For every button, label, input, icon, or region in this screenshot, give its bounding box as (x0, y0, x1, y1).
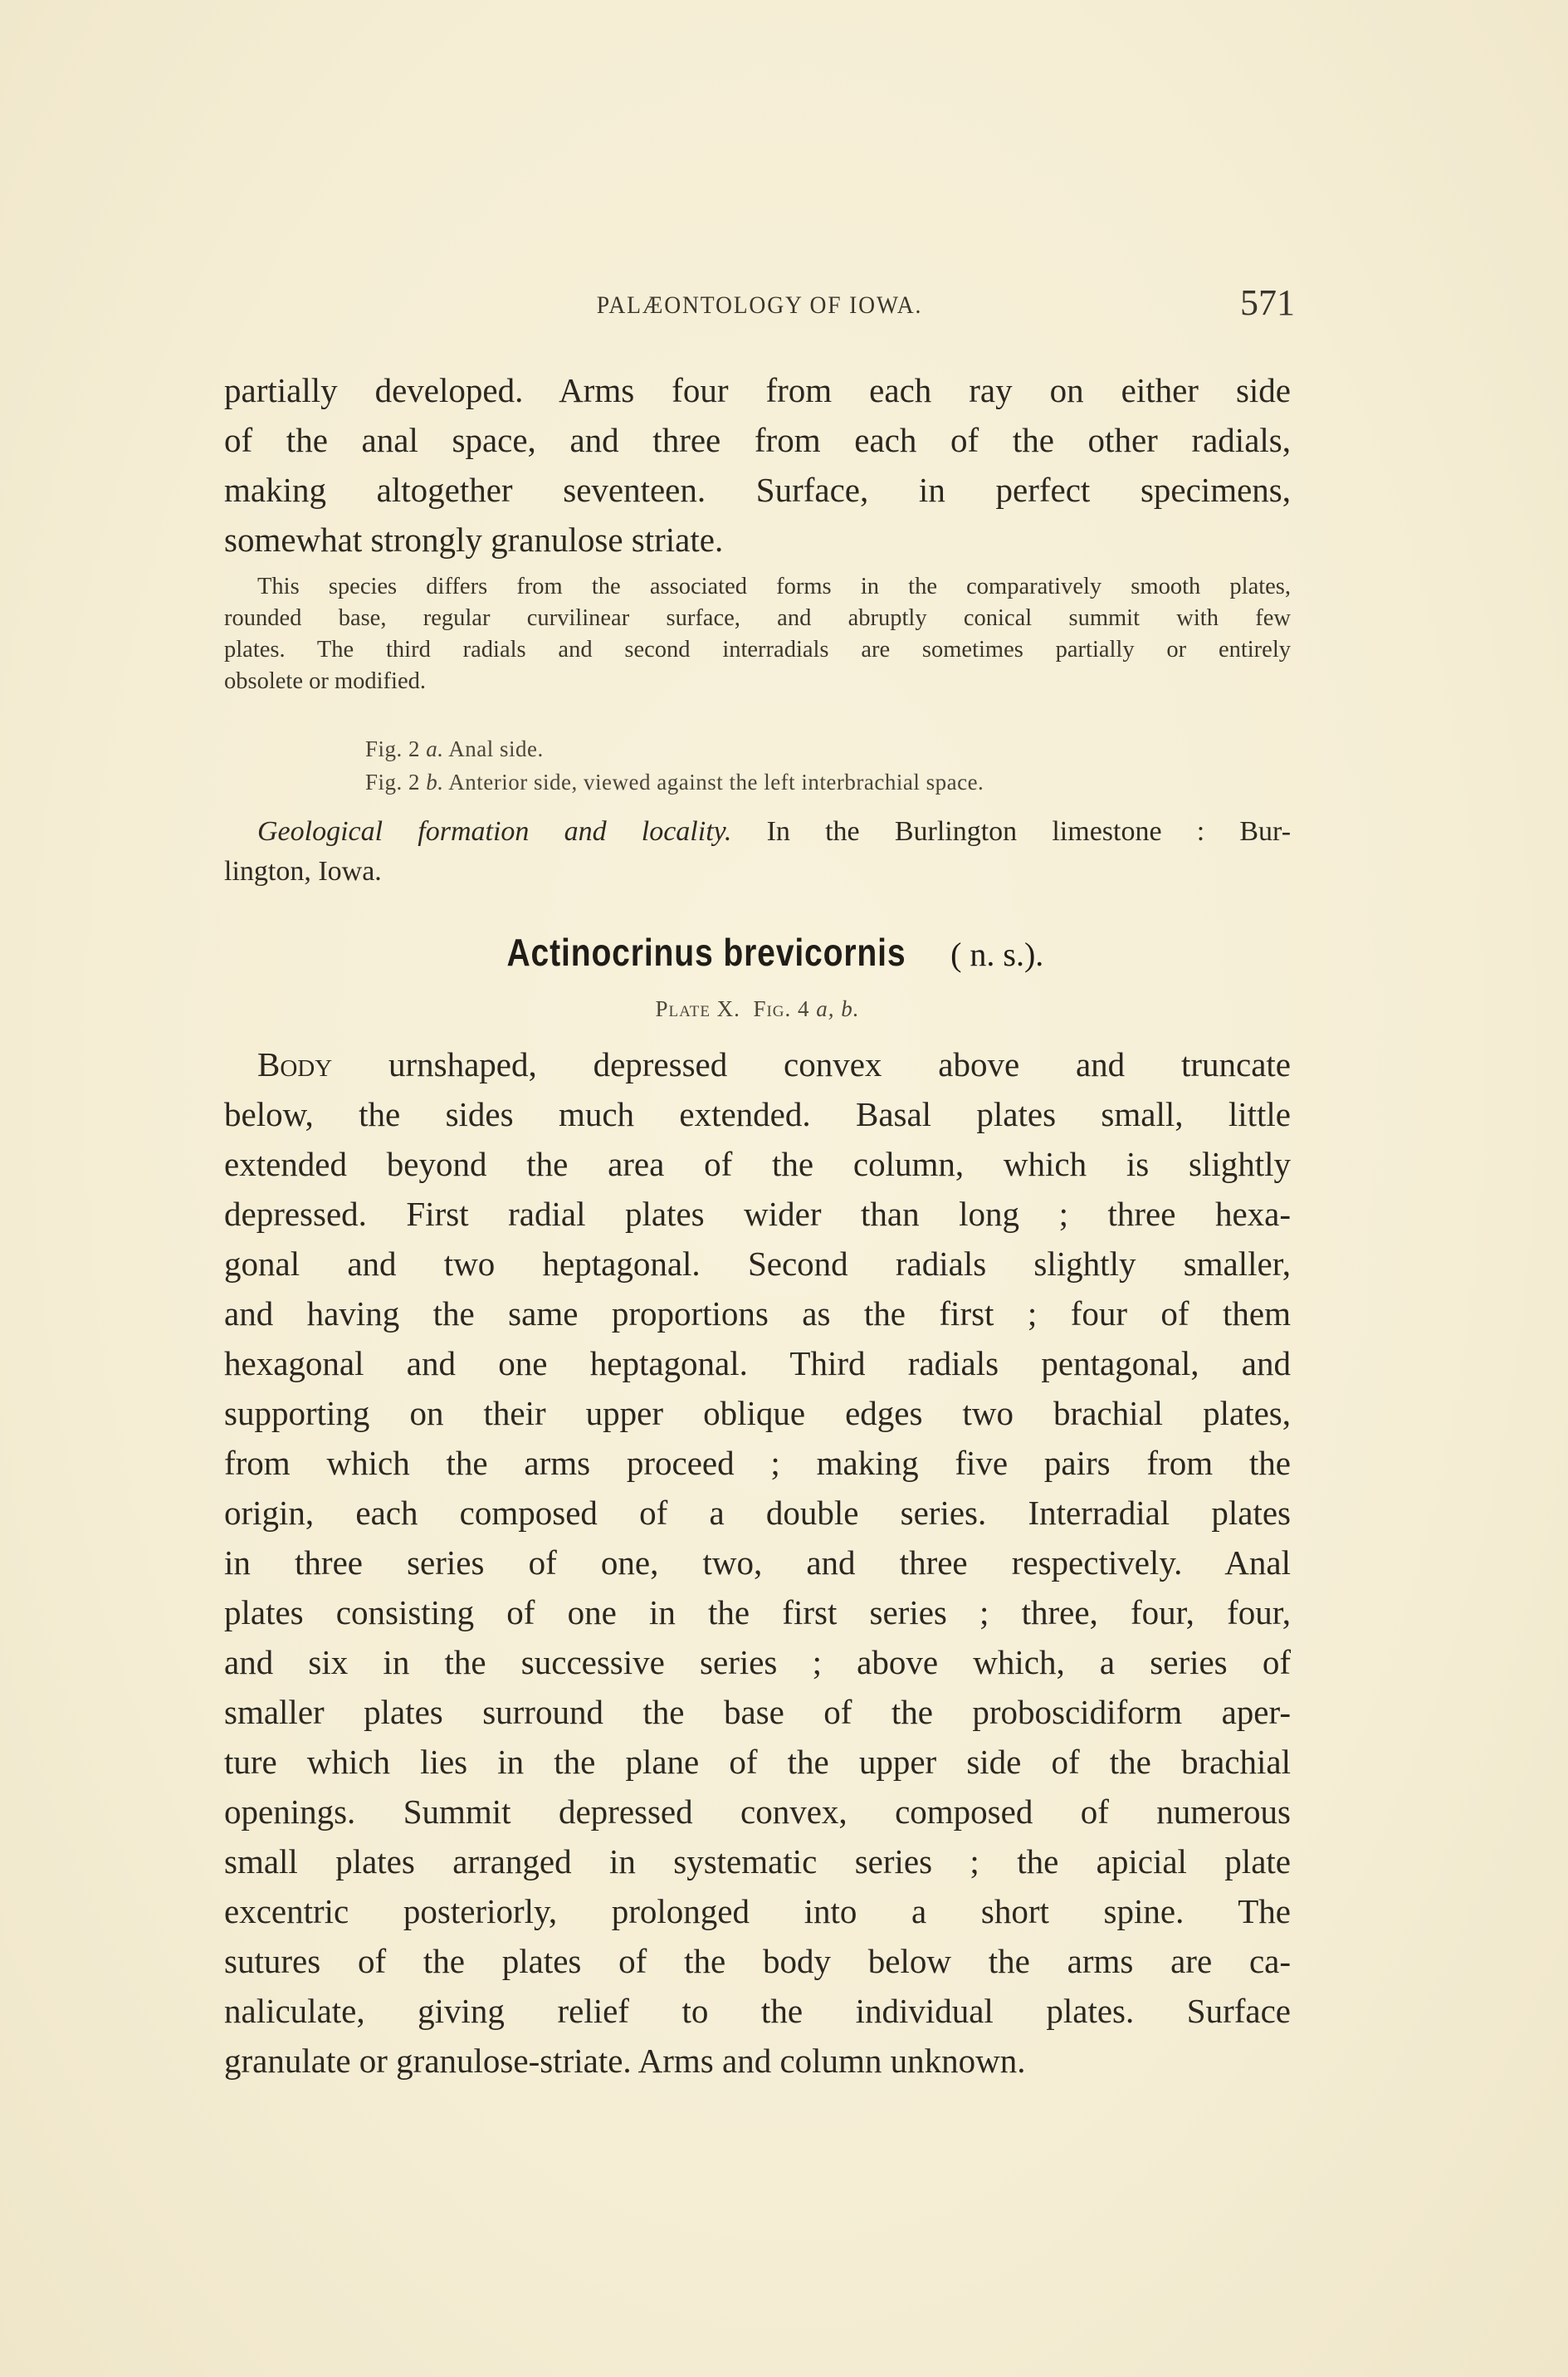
species-tag: ( n. s.). (950, 936, 1044, 973)
text-line: granulate or granulose-striate. Arms and column unknown. (224, 2042, 1026, 2080)
continued-paragraph (224, 365, 1291, 565)
text-line: obsolete or modified. (224, 668, 426, 694)
geological-text: In the Burlington limestone : Bur- (766, 816, 1292, 847)
text-line (224, 1039, 1291, 1089)
figure-text: Anal side. (448, 736, 544, 761)
plate-label: Plate X. (655, 996, 740, 1021)
text-line: hexagonal and one heptagonal. Third radials pentagonal, and (224, 1344, 1291, 1382)
text-line: making altogether seventeen. Surface, in perfect specimens, (224, 471, 1291, 509)
text-line: lington, Iowa. (224, 856, 382, 887)
text-line: sutures of the plates of the body below the arms are ca- (224, 1942, 1291, 1980)
text-line: extended beyond the area of the column, which is slightly (224, 1145, 1291, 1183)
text-line: excentric posteriorly, prolonged into a short spine. The (224, 1892, 1291, 1930)
text-line: This species differs from the associated forms in the comparatively smooth plates, (257, 574, 1291, 599)
text-line: from which the arms proceed ; making five pairs from the (224, 1444, 1291, 1482)
running-title: PALÆONTOLOGY OF IOWA. (596, 291, 923, 319)
geological-label: Geological formation and locality. (257, 816, 732, 847)
text-line: openings. Summit depressed convex, composed of numerous (224, 1793, 1291, 1831)
first-line-text: urnshaped, depressed convex above and truncate (332, 1045, 1291, 1083)
text-line: plates. The third radials and second interradials are sometimes partially or entirely (224, 637, 1291, 663)
text-line: somewhat strongly granulose striate. (224, 521, 724, 559)
figure-letter: a. (426, 736, 444, 761)
species-name: Actinocrinus brevicornis (506, 931, 906, 974)
fig-label: Fig. 4 (753, 996, 810, 1021)
plate-reference (224, 996, 1291, 1022)
text-line: and six in the successive series ; above which, a series of (224, 1643, 1291, 1681)
figure-caption (224, 732, 1291, 765)
text-line: plates consisting of one in the first series ; three, four, four, (224, 1593, 1291, 1631)
text-line (224, 812, 1291, 852)
geological-note (224, 812, 1291, 892)
figure-text: Anterior side, viewed against the left interbrachial space. (448, 770, 984, 795)
lead-word: Body (257, 1045, 333, 1083)
text-line: ture which lies in the plane of the upper side of the brachial (224, 1743, 1291, 1781)
text-line: partially developed. Arms four from each ray on either side (224, 371, 1291, 409)
text-line: smaller plates surround the base of the proboscidiform aper- (224, 1693, 1291, 1731)
text-line: small plates arranged in systematic series ; the apicial plate (224, 1842, 1291, 1881)
page-number: 571 (1240, 282, 1295, 323)
running-head (224, 282, 1295, 328)
text-line: gonal and two heptagonal. Second radials slightly smaller, (224, 1245, 1291, 1283)
text-line: origin, each composed of a double series. Interradial plates (224, 1494, 1291, 1532)
text-line: supporting on their upper oblique edges two brachial plates, (224, 1394, 1291, 1432)
text-line: of the anal space, and three from each of the other radials, (224, 421, 1291, 459)
text-line: naliculate, giving relief to the individual plates. Surface (224, 1992, 1291, 2030)
figure-letter: b. (426, 770, 444, 795)
remark-paragraph (224, 571, 1291, 697)
text-line: and having the same proportions as the first ; four of them (224, 1294, 1291, 1333)
text-line: below, the sides much extended. Basal plates small, little (224, 1095, 1291, 1133)
figure-captions (224, 732, 1291, 799)
text-line: rounded base, regular curvilinear surface, and abruptly conical summit with few (224, 605, 1291, 631)
fig-letters: a, b. (816, 996, 860, 1021)
description-paragraph (224, 1039, 1291, 2086)
species-heading (224, 930, 1291, 975)
text-line: depressed. First radial plates wider than long ; three hexa- (224, 1195, 1291, 1233)
figure-caption (224, 765, 1291, 799)
text-line: in three series of one, two, and three respectively. Anal (224, 1543, 1291, 1582)
figure-label: Fig. 2 (365, 736, 421, 761)
figure-label: Fig. 2 (365, 770, 421, 795)
